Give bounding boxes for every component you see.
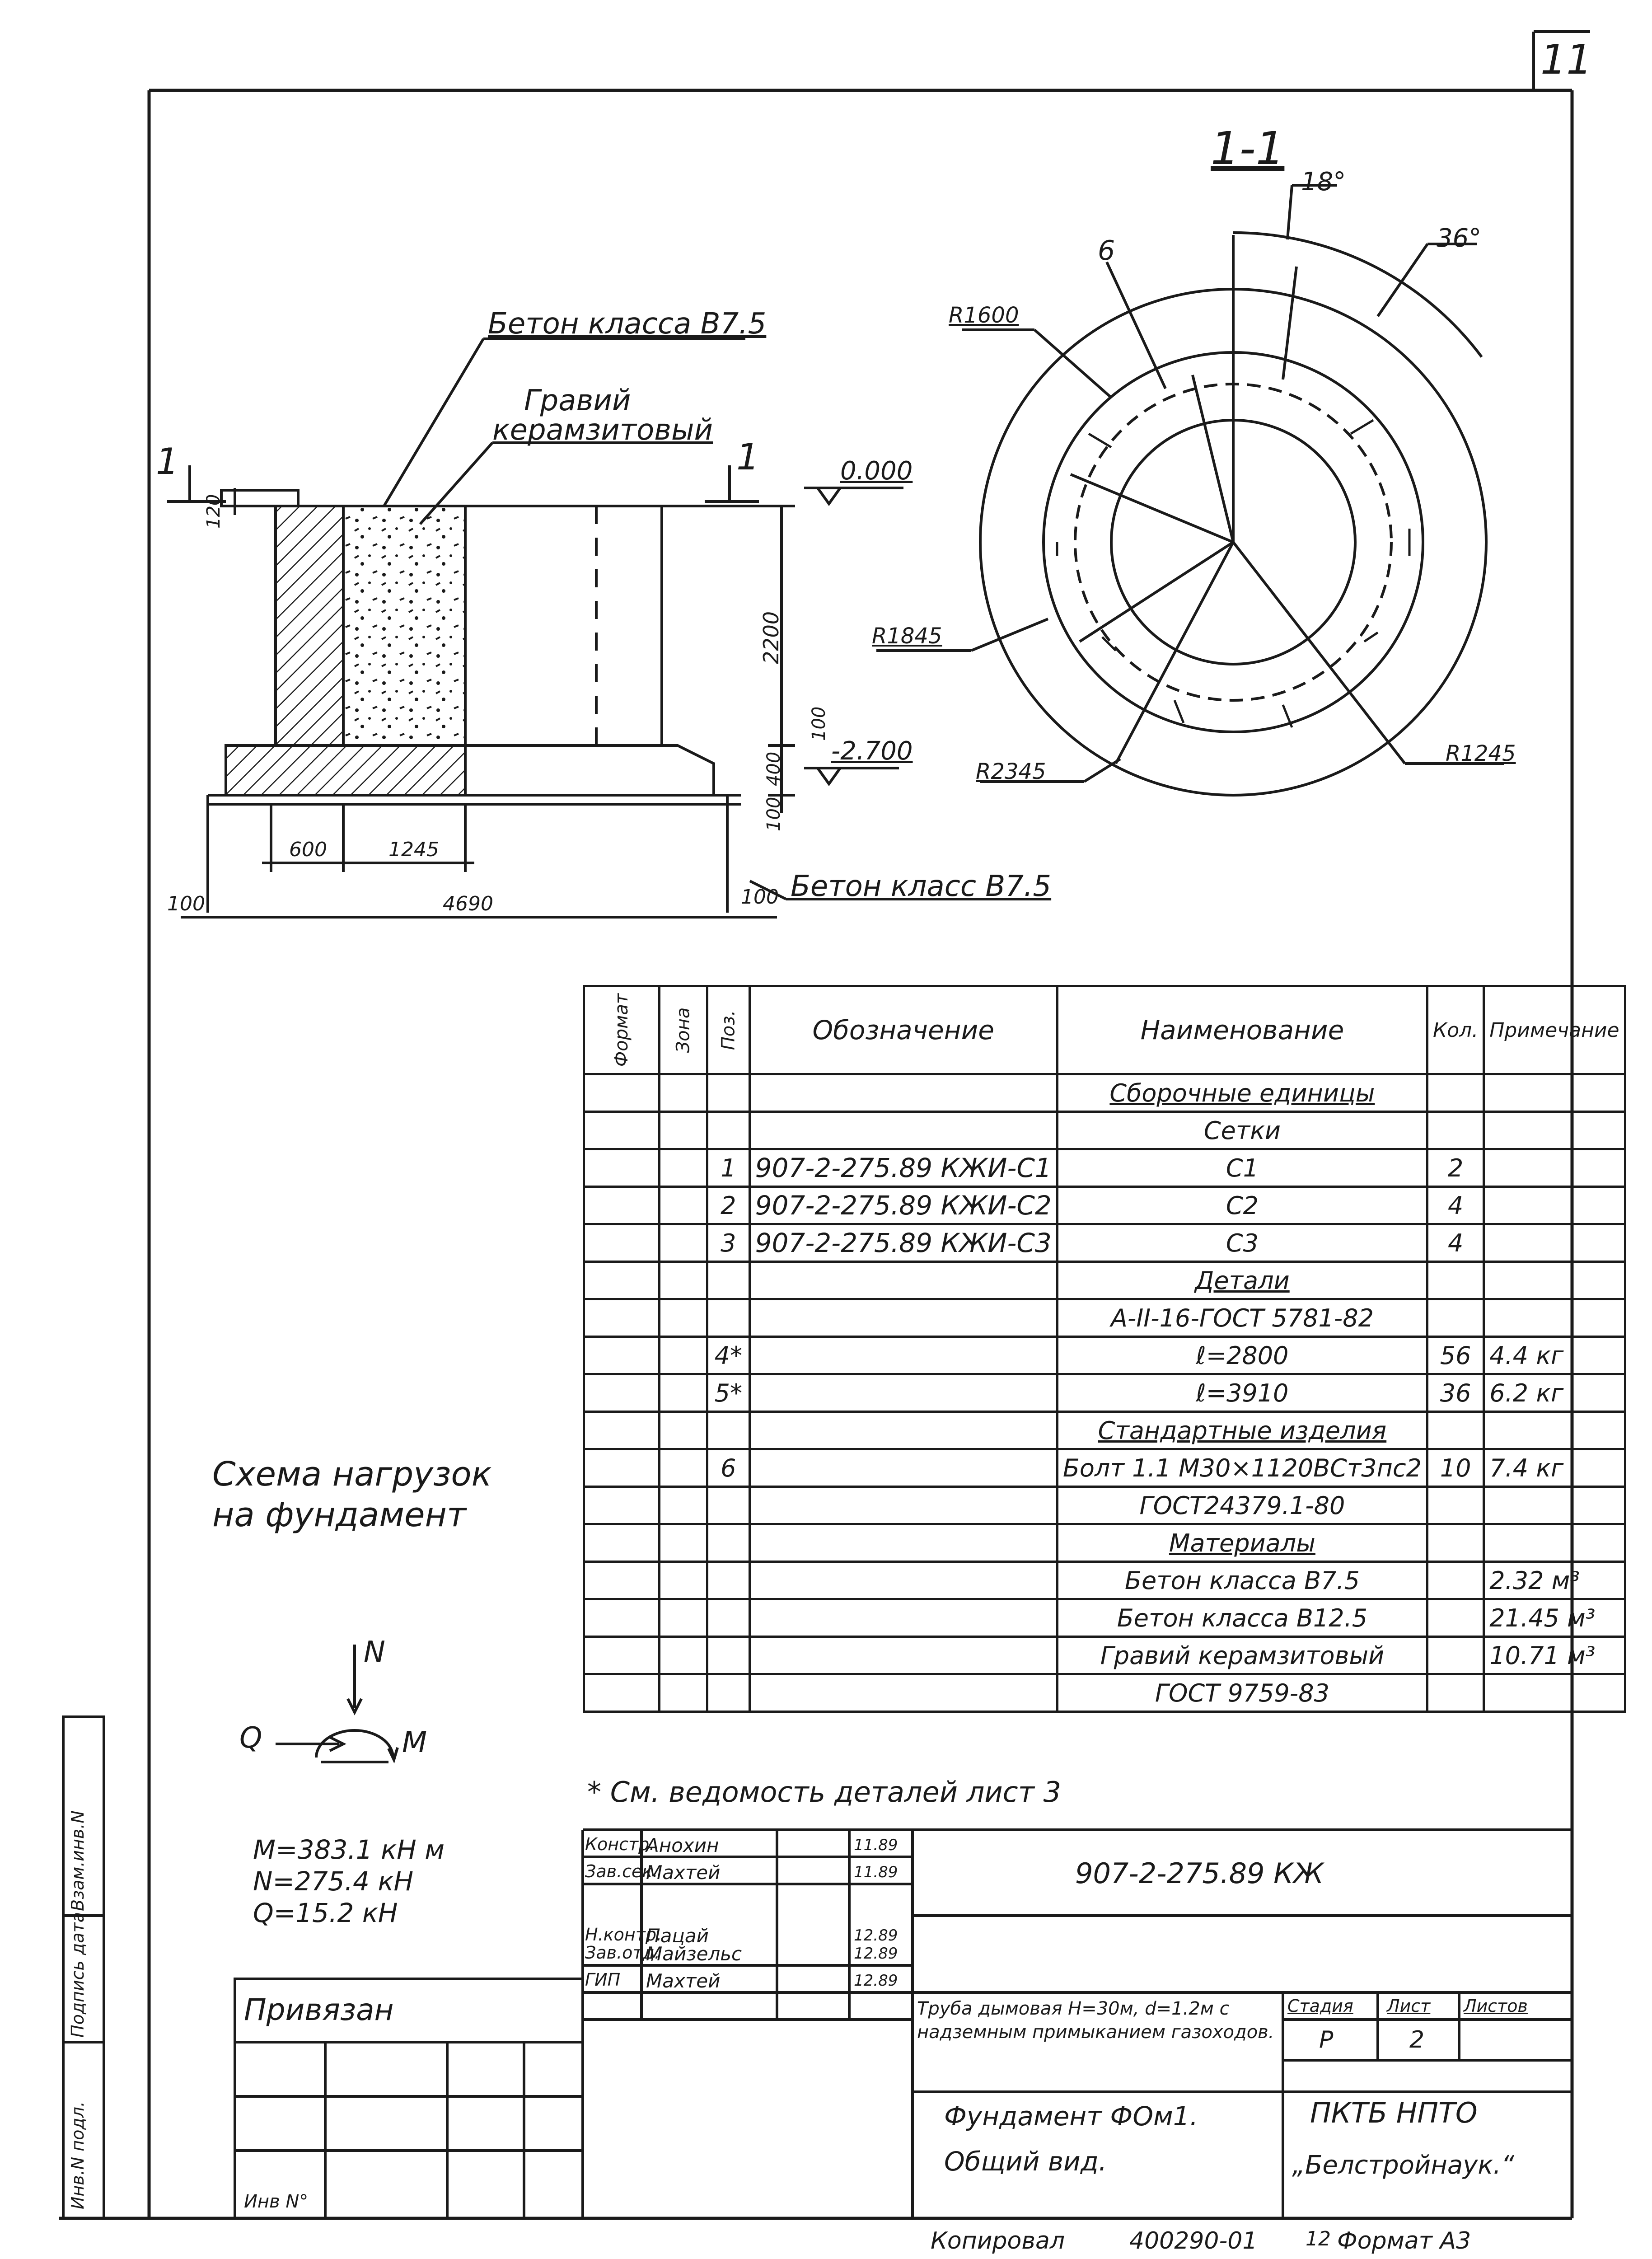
spec-row xyxy=(584,1487,1625,1524)
spec-note: 6.2 кг xyxy=(1484,1374,1625,1412)
spec-qty xyxy=(1427,1299,1484,1337)
load-scheme-title-1: Схема нагрузок xyxy=(212,1455,492,1494)
spec-designation xyxy=(749,1674,1057,1712)
spec-format xyxy=(584,1112,660,1149)
specification-table xyxy=(583,985,1626,1713)
spec-zone xyxy=(660,1074,707,1112)
spec-designation xyxy=(749,1599,1057,1637)
spec-zone xyxy=(660,1449,707,1487)
tb-role-2: Н.контр. xyxy=(585,1925,662,1945)
spec-name: Детали xyxy=(1057,1262,1427,1299)
spec-note xyxy=(1484,1187,1625,1224)
tb-stage: Р xyxy=(1319,2026,1334,2053)
spec-row xyxy=(584,1187,1625,1224)
spec-name: С3 xyxy=(1057,1224,1427,1262)
plan-view-circles xyxy=(876,185,1504,795)
spec-note: 10.71 м³ xyxy=(1484,1637,1625,1674)
spec-row xyxy=(584,1262,1625,1299)
spec-name: Гравий керамзитовый xyxy=(1057,1637,1427,1674)
spec-row xyxy=(584,1599,1625,1637)
radius-1600: R1600 xyxy=(949,303,1019,328)
spec-note: 7.4 кг xyxy=(1484,1449,1625,1487)
header-zone: Зона xyxy=(660,986,707,1074)
spec-pos xyxy=(707,1262,750,1299)
spec-note xyxy=(1484,1674,1625,1712)
spec-zone xyxy=(660,1487,707,1524)
spec-format xyxy=(584,1149,660,1187)
spec-designation: 907-2-275.89 КЖИ-С1 xyxy=(749,1149,1057,1187)
tb-role-3: Зав.отд. xyxy=(585,1943,660,1963)
spec-format xyxy=(584,1674,660,1712)
spec-zone xyxy=(660,1374,707,1412)
spec-name: ℓ=3910 xyxy=(1057,1374,1427,1412)
tb-name-0: Анохин xyxy=(646,1834,719,1856)
tb-drawing-title-2: Общий вид. xyxy=(944,2146,1107,2177)
spec-row xyxy=(584,1412,1625,1449)
header-name: Наименование xyxy=(1057,986,1427,1074)
spec-qty xyxy=(1427,1674,1484,1712)
load-scheme-title-2: на фундамент xyxy=(212,1495,467,1534)
spec-row xyxy=(584,1149,1625,1187)
spec-format xyxy=(584,1637,660,1674)
spec-pos: 3 xyxy=(707,1224,750,1262)
tb-sheets-label: Листов xyxy=(1464,1996,1528,2016)
spec-pos xyxy=(707,1487,750,1524)
spec-format xyxy=(584,1449,660,1487)
spec-designation xyxy=(749,1337,1057,1374)
spec-zone xyxy=(660,1337,707,1374)
angle-36: 36° xyxy=(1437,224,1482,253)
cut-mark-left: 1 xyxy=(156,441,179,483)
tb-name-3: Майзельс xyxy=(646,1943,742,1965)
spec-note: 2.32 м³ xyxy=(1484,1562,1625,1599)
spec-note xyxy=(1484,1112,1625,1149)
spec-note xyxy=(1484,1299,1625,1337)
tb-date-4: 12.89 xyxy=(854,1972,898,1990)
spec-zone xyxy=(660,1299,707,1337)
spec-designation xyxy=(749,1412,1057,1449)
spec-zone xyxy=(660,1637,707,1674)
spec-zone xyxy=(660,1599,707,1637)
spec-row xyxy=(584,1074,1625,1112)
inv-no-label: Инв N° xyxy=(244,2191,309,2212)
spec-row xyxy=(584,1112,1625,1149)
spec-format xyxy=(584,1412,660,1449)
spec-pos xyxy=(707,1599,750,1637)
header-note: Примечание xyxy=(1484,986,1625,1074)
spec-row xyxy=(584,1337,1625,1374)
tb-sheet: 2 xyxy=(1409,2026,1425,2053)
spec-qty: 4 xyxy=(1427,1187,1484,1224)
cut-mark-right: 1 xyxy=(736,436,759,478)
load-q-label: Q xyxy=(239,1721,262,1755)
spec-qty xyxy=(1427,1599,1484,1637)
spec-name: ГОСТ24379.1-80 xyxy=(1057,1487,1427,1524)
tb-role-0: Констр. xyxy=(585,1834,655,1854)
tb-org-2: „Белстройнаук.“ xyxy=(1292,2151,1514,2180)
spec-pos: 4* xyxy=(707,1337,750,1374)
dim-400: 400 xyxy=(763,751,784,786)
spec-note xyxy=(1484,1074,1625,1112)
spec-name: Болт 1.1 М30×1120ВСт3пс2 xyxy=(1057,1449,1427,1487)
load-n-label: N xyxy=(364,1636,385,1669)
spec-header-row xyxy=(584,986,1625,1074)
tb-stage-label: Стадия xyxy=(1287,1996,1353,2016)
spec-pos: 1 xyxy=(707,1149,750,1187)
dim-600: 600 xyxy=(289,838,327,861)
spec-pos xyxy=(707,1112,750,1149)
radius-1845: R1845 xyxy=(872,623,942,649)
spec-pos xyxy=(707,1524,750,1562)
copied-label: Копировал xyxy=(931,2227,1065,2254)
spec-name: А-II-16-ГОСТ 5781-82 xyxy=(1057,1299,1427,1337)
dim-2200: 2200 xyxy=(759,611,783,664)
spec-zone xyxy=(660,1524,707,1562)
tb-date-1: 11.89 xyxy=(854,1863,898,1881)
spec-designation xyxy=(749,1449,1057,1487)
spec-zone xyxy=(660,1149,707,1187)
order-number: 400290-01 xyxy=(1129,2227,1258,2254)
level-top: 0.000 xyxy=(840,456,913,486)
spec-row xyxy=(584,1449,1625,1487)
dim-100-left: 100 xyxy=(167,892,205,915)
spec-qty: 4 xyxy=(1427,1224,1484,1262)
tb-role-4: ГИП xyxy=(585,1970,621,1990)
spec-designation xyxy=(749,1299,1057,1337)
mark-6: 6 xyxy=(1098,235,1115,267)
spec-qty xyxy=(1427,1487,1484,1524)
spec-pos xyxy=(707,1074,750,1112)
spec-qty xyxy=(1427,1074,1484,1112)
label-gravel-1: Гравий xyxy=(524,384,631,417)
spec-zone xyxy=(660,1187,707,1224)
tb-code: 907-2-275.89 КЖ xyxy=(1075,1857,1324,1890)
spec-designation xyxy=(749,1074,1057,1112)
tb-role-1: Зав.сек. xyxy=(585,1861,658,1881)
spec-format xyxy=(584,1599,660,1637)
spec-name: С1 xyxy=(1057,1149,1427,1187)
spec-pos: 2 xyxy=(707,1187,750,1224)
dim-100b: 100 xyxy=(763,797,784,831)
spec-designation xyxy=(749,1637,1057,1674)
tb-date-3: 12.89 xyxy=(854,1945,898,1963)
level-bottom: -2.700 xyxy=(831,736,913,766)
spec-footnote: * См. ведомость деталей лист 3 xyxy=(587,1776,1062,1809)
header-format: Формат xyxy=(584,986,660,1074)
dim-120: 120 xyxy=(203,494,224,529)
spec-note xyxy=(1484,1149,1625,1187)
dim-1245: 1245 xyxy=(388,838,439,861)
tb-drawing-title-1: Фундамент ФОм1. xyxy=(944,2101,1198,2132)
label-concrete-top: Бетон класса В7.5 xyxy=(488,307,767,341)
side-stamp-3: Взам.инв.N xyxy=(68,1810,88,1911)
angle-18: 18° xyxy=(1301,167,1346,197)
linked-label: Привязан xyxy=(244,1992,394,2027)
spec-note xyxy=(1484,1487,1625,1524)
spec-qty xyxy=(1427,1524,1484,1562)
spec-format xyxy=(584,1074,660,1112)
load-m-value: M=383.1 кН м xyxy=(253,1834,445,1865)
spec-row xyxy=(584,1562,1625,1599)
tb-date-0: 11.89 xyxy=(854,1836,898,1854)
spec-name: ℓ=2800 xyxy=(1057,1337,1427,1374)
radius-2345: R2345 xyxy=(976,759,1046,784)
spec-format xyxy=(584,1262,660,1299)
spec-name: Сетки xyxy=(1057,1112,1427,1149)
section-label: 1-1 xyxy=(1211,122,1285,175)
tb-name-1: Махтей xyxy=(646,1861,721,1884)
tb-sheet-label: Лист xyxy=(1387,1996,1431,2016)
spec-qty: 2 xyxy=(1427,1149,1484,1187)
spec-pos xyxy=(707,1637,750,1674)
spec-note xyxy=(1484,1224,1625,1262)
format-label: Формат А3 xyxy=(1337,2227,1471,2254)
header-qty: Кол. xyxy=(1427,986,1484,1074)
spec-format xyxy=(584,1524,660,1562)
side-stamp-2: Подпись дата xyxy=(68,1912,88,2038)
header-pos: Поз. xyxy=(707,986,750,1074)
spec-note xyxy=(1484,1524,1625,1562)
sheet-number: 11 xyxy=(1540,36,1592,84)
spec-qty: 10 xyxy=(1427,1449,1484,1487)
spec-designation xyxy=(749,1374,1057,1412)
radius-1245: R1245 xyxy=(1446,741,1516,766)
spec-row xyxy=(584,1524,1625,1562)
spec-name: С2 xyxy=(1057,1187,1427,1224)
spec-format xyxy=(584,1299,660,1337)
spec-zone xyxy=(660,1562,707,1599)
side-stamp-1: Инв.N подл. xyxy=(68,2101,88,2209)
spec-format xyxy=(584,1187,660,1224)
spec-row xyxy=(584,1224,1625,1262)
spec-format xyxy=(584,1224,660,1262)
spec-format xyxy=(584,1374,660,1412)
copy-number: 12 xyxy=(1306,2227,1331,2250)
spec-name: Стандартные изделия xyxy=(1057,1412,1427,1449)
header-designation: Обозначение xyxy=(749,986,1057,1074)
spec-designation xyxy=(749,1487,1057,1524)
spec-format xyxy=(584,1337,660,1374)
spec-name: ГОСТ 9759-83 xyxy=(1057,1674,1427,1712)
tb-date-2: 12.89 xyxy=(854,1926,898,1945)
tb-project-title: Труба дымовая Н=30м, d=1.2м с надземным примыканием газоходов. xyxy=(917,1998,1274,2043)
label-concrete-bottom: Бетон класс В7.5 xyxy=(791,870,1052,903)
tb-name-2: Пацай xyxy=(646,1925,709,1947)
spec-note: 21.45 м³ xyxy=(1484,1599,1625,1637)
spec-row xyxy=(584,1674,1625,1712)
spec-pos xyxy=(707,1674,750,1712)
load-q-value: Q=15.2 кН xyxy=(253,1898,398,1928)
spec-qty xyxy=(1427,1562,1484,1599)
spec-qty xyxy=(1427,1412,1484,1449)
spec-pos xyxy=(707,1562,750,1599)
dim-100a: 100 xyxy=(809,706,829,741)
spec-qty xyxy=(1427,1112,1484,1149)
spec-note: 4.4 кг xyxy=(1484,1337,1625,1374)
spec-row xyxy=(584,1374,1625,1412)
spec-designation: 907-2-275.89 КЖИ-С2 xyxy=(749,1187,1057,1224)
spec-pos: 5* xyxy=(707,1374,750,1412)
spec-qty xyxy=(1427,1262,1484,1299)
spec-name: Сборочные единицы xyxy=(1057,1074,1427,1112)
tb-name-4: Махтей xyxy=(646,1970,721,1992)
spec-zone xyxy=(660,1412,707,1449)
spec-pos xyxy=(707,1412,750,1449)
spec-designation xyxy=(749,1562,1057,1599)
spec-note xyxy=(1484,1412,1625,1449)
spec-pos xyxy=(707,1299,750,1337)
spec-name: Материалы xyxy=(1057,1524,1427,1562)
spec-designation xyxy=(749,1112,1057,1149)
dim-100-right: 100 xyxy=(741,886,779,909)
spec-format xyxy=(584,1487,660,1524)
spec-note xyxy=(1484,1262,1625,1299)
tb-org-1: ПКТБ НПТО xyxy=(1310,2096,1478,2129)
spec-pos: 6 xyxy=(707,1449,750,1487)
spec-row xyxy=(584,1299,1625,1337)
spec-qty: 36 xyxy=(1427,1374,1484,1412)
label-gravel-2: керамзитовый xyxy=(492,413,713,447)
spec-row xyxy=(584,1637,1625,1674)
spec-name: Бетон класса В12.5 xyxy=(1057,1599,1427,1637)
spec-designation xyxy=(749,1524,1057,1562)
load-n-value: N=275.4 кН xyxy=(253,1866,414,1897)
spec-designation xyxy=(749,1262,1057,1299)
spec-name: Бетон класса В7.5 xyxy=(1057,1562,1427,1599)
spec-zone xyxy=(660,1262,707,1299)
spec-zone xyxy=(660,1674,707,1712)
load-m-label: M xyxy=(402,1726,427,1759)
spec-designation: 907-2-275.89 КЖИ-С3 xyxy=(749,1224,1057,1262)
spec-qty: 56 xyxy=(1427,1337,1484,1374)
spec-qty xyxy=(1427,1637,1484,1674)
spec-format xyxy=(584,1562,660,1599)
spec-zone xyxy=(660,1224,707,1262)
dim-4690: 4690 xyxy=(443,892,493,915)
spec-zone xyxy=(660,1112,707,1149)
